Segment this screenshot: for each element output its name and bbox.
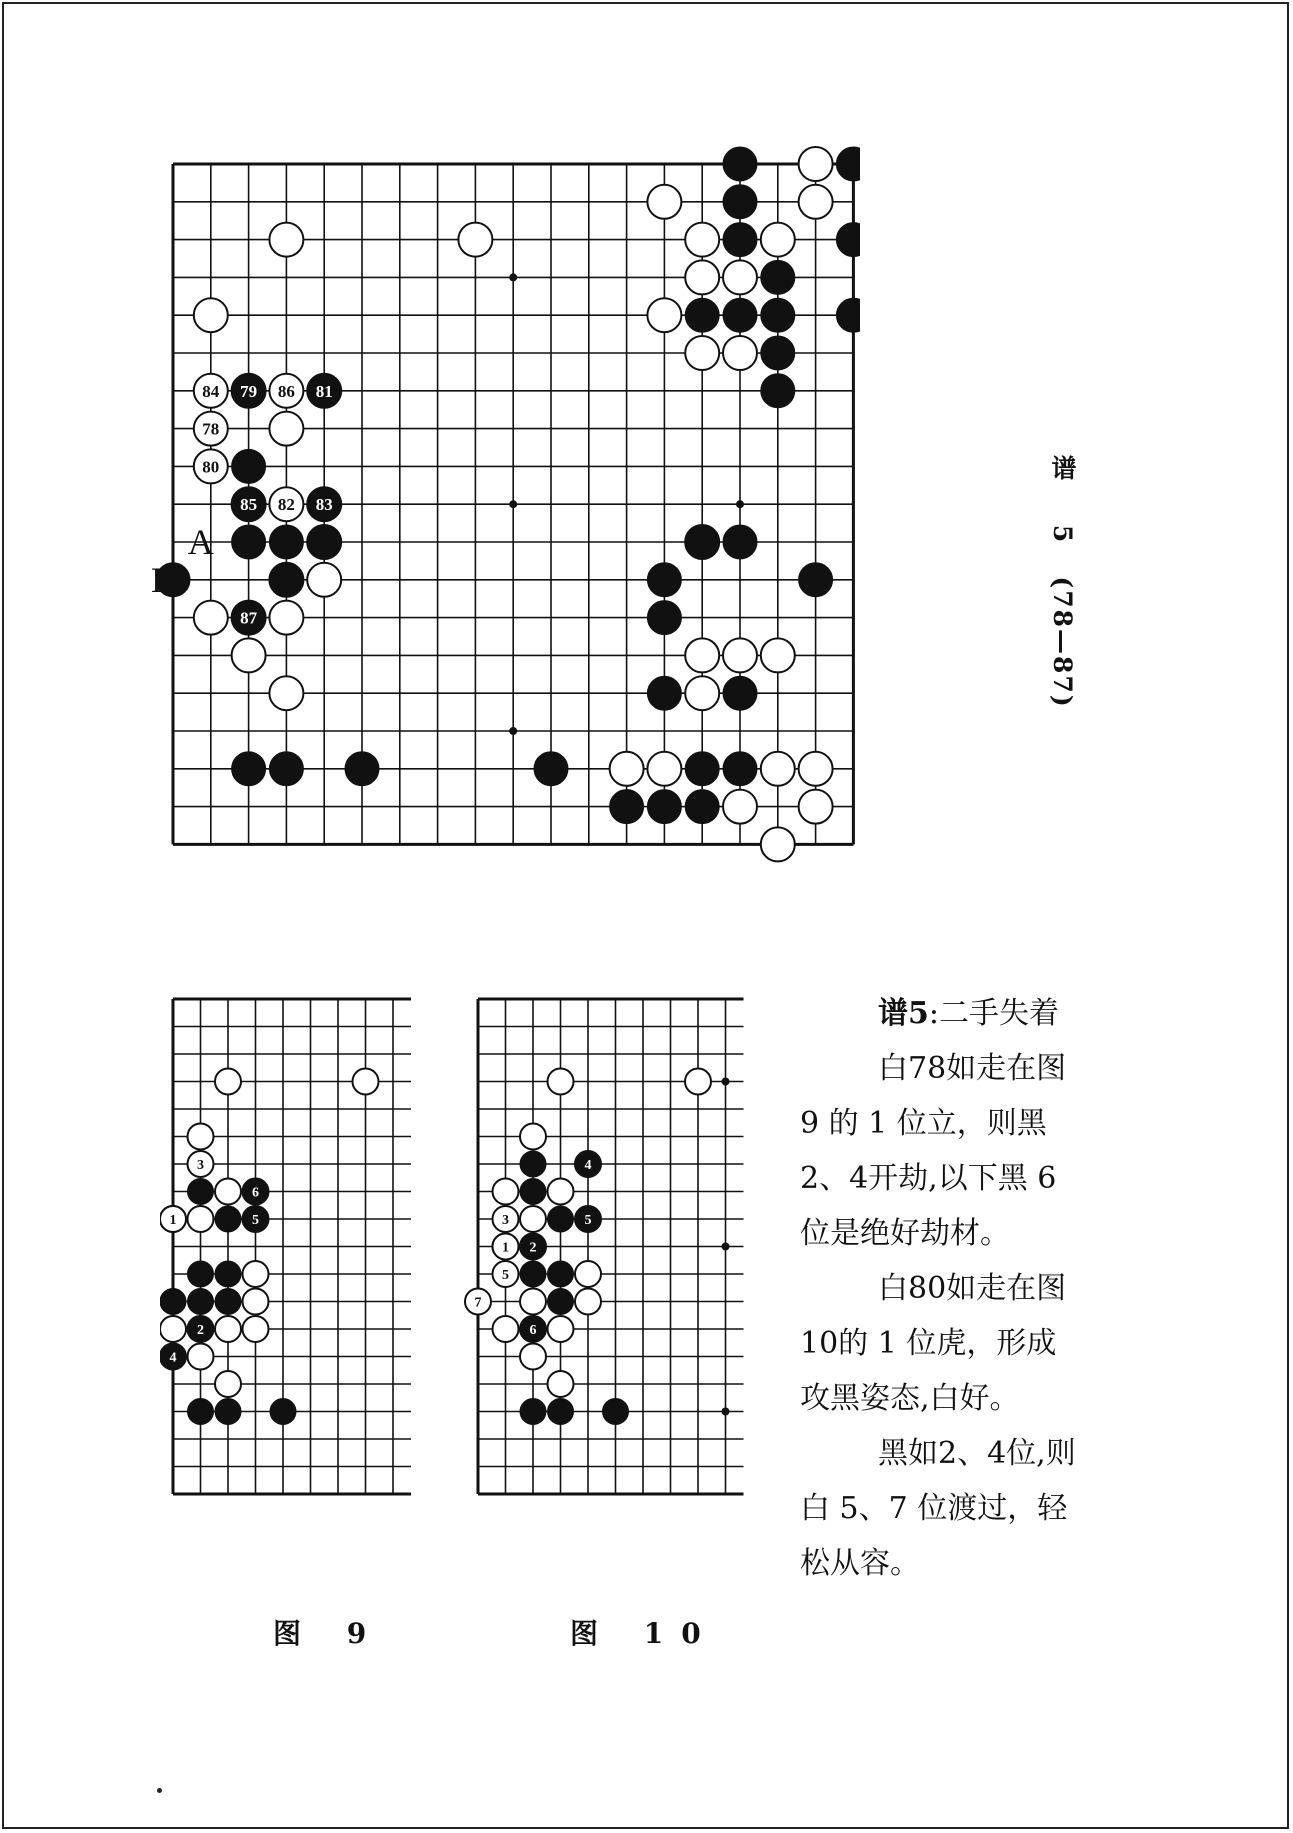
commentary-line: 9 的 1 位立，则黑 <box>800 1106 1047 1141</box>
commentary-text <box>800 986 1100 1591</box>
black-stone <box>647 601 681 635</box>
black-stone <box>188 1179 214 1205</box>
white-stone <box>799 790 833 824</box>
black-stone <box>215 1399 241 1425</box>
black-stone <box>269 563 303 597</box>
commentary-line: 位是绝好劫材。 <box>800 1216 1010 1251</box>
black-stone <box>534 752 568 786</box>
black-stone <box>723 752 757 786</box>
white-stone <box>685 336 719 370</box>
move-number: 83 <box>315 495 333 515</box>
black-stone <box>269 752 303 786</box>
move-number: 6 <box>252 1185 259 1201</box>
white-stone <box>215 1179 241 1205</box>
black-stone <box>232 449 266 483</box>
commentary-line: 白 5、7 位渡过，轻 <box>800 1491 1068 1526</box>
move-number: 7 <box>474 1295 482 1311</box>
black-stone <box>723 525 757 559</box>
black-stone <box>723 298 757 332</box>
commentary-line: 2、4开劫,以下黑 6 <box>800 1161 1057 1196</box>
black-stone <box>215 1289 241 1315</box>
white-stone <box>548 1179 574 1205</box>
white-stone <box>353 1069 379 1095</box>
move-number: 6 <box>529 1322 537 1338</box>
white-stone <box>493 1179 519 1205</box>
white-stone <box>269 223 303 257</box>
white-stone <box>243 1289 269 1315</box>
caption-number: 5 <box>1048 524 1077 545</box>
black-stone <box>520 1179 546 1205</box>
figure-9-label: 图 9 <box>273 1617 385 1650</box>
move-number: 5 <box>502 1267 509 1283</box>
black-stone <box>548 1399 574 1425</box>
star-point <box>509 727 517 735</box>
black-stone <box>836 147 860 181</box>
black-stone <box>188 1261 214 1287</box>
caption-label: 谱 <box>1048 455 1077 482</box>
black-stone <box>520 1399 546 1425</box>
stray-dot <box>157 1788 162 1793</box>
black-stone <box>799 563 833 597</box>
white-stone <box>548 1371 574 1397</box>
white-stone <box>723 790 757 824</box>
white-stone <box>761 752 795 786</box>
white-stone <box>194 298 228 332</box>
move-number: 84 <box>202 381 220 401</box>
black-stone <box>270 1399 296 1425</box>
move-number: 2 <box>197 1322 204 1338</box>
black-stone <box>548 1261 574 1287</box>
white-stone <box>723 638 757 672</box>
white-stone <box>575 1289 601 1315</box>
black-stone <box>647 790 681 824</box>
commentary-line: 松从容。 <box>800 1546 920 1581</box>
white-stone <box>269 412 303 446</box>
black-stone <box>269 525 303 559</box>
star-point <box>722 1243 730 1251</box>
star-point <box>509 273 517 281</box>
black-stone <box>610 790 644 824</box>
white-stone <box>685 260 719 294</box>
white-stone <box>610 752 644 786</box>
point-marker-label: A <box>187 522 214 562</box>
white-stone <box>685 1069 711 1095</box>
black-stone <box>232 752 266 786</box>
white-stone <box>647 185 681 219</box>
black-stone <box>685 298 719 332</box>
black-stone <box>160 1289 186 1315</box>
white-stone <box>685 676 719 710</box>
black-stone <box>685 525 719 559</box>
white-stone <box>761 638 795 672</box>
black-stone <box>307 525 341 559</box>
move-number: 4 <box>584 1157 592 1173</box>
move-number: 78 <box>202 419 220 439</box>
white-stone <box>188 1206 214 1232</box>
white-stone <box>520 1124 546 1150</box>
black-stone <box>520 1151 546 1177</box>
star-point <box>722 1408 730 1416</box>
move-number: 5 <box>252 1212 259 1228</box>
figure-10-label: 图 10 <box>570 1617 719 1650</box>
black-stone <box>188 1399 214 1425</box>
black-stone <box>836 298 860 332</box>
black-stone <box>685 790 719 824</box>
white-stone <box>799 147 833 181</box>
black-stone <box>520 1261 546 1287</box>
white-stone <box>458 223 492 257</box>
black-stone <box>761 298 795 332</box>
move-number: 1 <box>502 1240 509 1256</box>
white-stone <box>685 223 719 257</box>
white-stone <box>269 676 303 710</box>
white-stone <box>685 638 719 672</box>
white-stone <box>723 260 757 294</box>
black-stone <box>723 147 757 181</box>
commentary-title: 谱5:二手失着 <box>878 996 1059 1031</box>
move-number: 80 <box>202 457 220 477</box>
black-stone <box>723 185 757 219</box>
star-point <box>509 500 517 508</box>
white-stone <box>799 185 833 219</box>
move-number: 3 <box>502 1212 509 1228</box>
white-stone <box>548 1316 574 1342</box>
white-stone <box>188 1344 214 1370</box>
black-stone <box>836 223 860 257</box>
figure-10-board <box>460 985 800 1585</box>
commentary-line: 白80如走在图 <box>878 1271 1067 1306</box>
white-stone <box>194 601 228 635</box>
move-number: 87 <box>240 608 258 628</box>
white-stone <box>493 1316 519 1342</box>
move-number: 4 <box>169 1350 177 1366</box>
black-stone <box>548 1289 574 1315</box>
white-stone <box>647 298 681 332</box>
move-number: 86 <box>277 381 295 401</box>
commentary-line: 黑如2、4位,则 <box>878 1436 1076 1471</box>
white-stone <box>548 1069 574 1095</box>
white-stone <box>723 336 757 370</box>
white-stone <box>160 1316 186 1342</box>
white-stone <box>215 1371 241 1397</box>
white-stone <box>799 752 833 786</box>
black-stone <box>215 1206 241 1232</box>
white-stone <box>647 752 681 786</box>
white-stone <box>520 1289 546 1315</box>
black-stone <box>761 260 795 294</box>
black-stone <box>215 1261 241 1287</box>
move-number: 1 <box>169 1212 177 1228</box>
white-stone <box>761 827 795 861</box>
black-stone <box>723 676 757 710</box>
move-number: 79 <box>240 381 258 401</box>
main-go-board <box>140 118 860 948</box>
move-number: 85 <box>240 495 258 515</box>
star-point <box>736 500 744 508</box>
white-stone <box>232 638 266 672</box>
black-stone <box>685 752 719 786</box>
black-stone <box>761 336 795 370</box>
white-stone <box>215 1069 241 1095</box>
point-marker-label: B <box>150 559 176 600</box>
black-stone <box>345 752 379 786</box>
commentary-line: 白78如走在图 <box>878 1051 1067 1086</box>
star-point <box>722 1078 730 1086</box>
white-stone <box>575 1261 601 1287</box>
move-number: 81 <box>315 381 333 401</box>
black-stone <box>603 1399 629 1425</box>
white-stone <box>307 563 341 597</box>
black-stone <box>188 1289 214 1315</box>
white-stone <box>243 1261 269 1287</box>
move-number: 5 <box>584 1212 592 1228</box>
black-stone <box>548 1206 574 1232</box>
black-stone <box>647 563 681 597</box>
black-stone <box>761 374 795 408</box>
black-stone <box>723 223 757 257</box>
white-stone <box>215 1316 241 1342</box>
commentary-line: 攻黑姿态,白好。 <box>800 1381 1020 1416</box>
move-number: 3 <box>197 1157 204 1173</box>
commentary-line: 10的 1 位虎，形成 <box>800 1326 1057 1361</box>
move-number: 82 <box>277 495 295 515</box>
black-stone <box>647 676 681 710</box>
white-stone <box>761 223 795 257</box>
caption-range: (78—87) <box>1048 576 1077 709</box>
white-stone <box>520 1344 546 1370</box>
move-number: 2 <box>529 1240 537 1256</box>
figure-9-board <box>160 985 460 1585</box>
white-stone <box>520 1206 546 1232</box>
white-stone <box>269 601 303 635</box>
diagram-caption <box>1010 455 1080 715</box>
white-stone <box>243 1316 269 1342</box>
black-stone <box>232 525 266 559</box>
white-stone <box>188 1124 214 1150</box>
